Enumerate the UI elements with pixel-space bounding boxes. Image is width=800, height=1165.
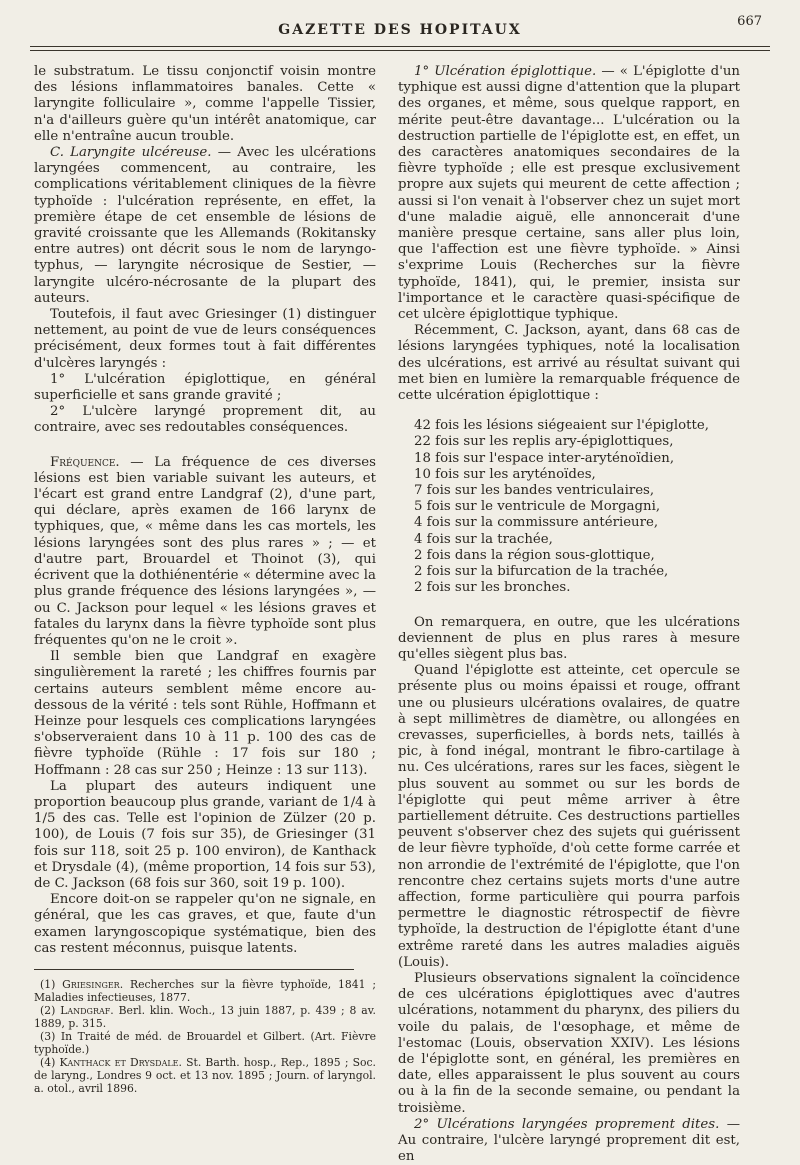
footnote: (2) Landgraf. Berl. klin. Woch., 13 juin 1887, p. 439 ; 8 av. 1889, p. 315.	[34, 1003, 376, 1030]
paragraph: Il semble bien que Landgraf en exagère singulièrement la rareté ; les chiffres fournis par certains auteurs semblent même encore au-dessous de la vérité : tels sont Rühle, Hoffmann et Heinze pour lesquels ces complications laryngées s'observeraient dans 10 à 11 p. 100 des cas de fièvre typhoïde (Rühle : 17 fois sur 180 ; Hoffmann : 28 cas sur 250 ; Heinze : 13 sur 113).	[34, 649, 376, 778]
header-rule	[30, 46, 770, 47]
paragraph: Plusieurs observations signalent la coïncidence de ces ulcérations épiglottiques avec d'autres ulcérations, notamment du pharynx, des piliers du voile du palais, de l'œsophage, et même de l'estomac (Louis, observation XXIV). Les lésions de l'épiglotte sont, en général, les premières en date, elles apparaissent le plus souvent au cours ou à la fin de la seconde semaine, ou pendant la troisième.	[398, 970, 740, 1116]
paragraph: Fréquence. — La fréquence de ces diverses lésions est bien variable suivant les auteurs, et l'écart est grand entre Landgraf (2), d'une part, qui déclare, après examen de 166 larynx de typhiques, que, « même dans les cas mortels, les lésions laryngées sont des plus rares » ; — et d'autre part, Brouardel et Thoinot (3), qui écrivent que la dothiénentérie « détermine avec la plus grande fréquence des lésions laryngées », — ou C. Jackson pour lequel « les lésions graves et fatales du larynx dans la fièvre typhoïde sont plus fréquentes qu'on ne le croit ».	[34, 454, 376, 648]
section-heading: Fréquence.	[50, 454, 120, 470]
section-heading: C. Laryngite ulcéreuse.	[50, 145, 212, 161]
list-item: 2 fois dans la région sous-glottique,	[414, 547, 655, 563]
list-item: 42 fois les lésions siégeaient sur l'épiglotte,	[414, 418, 709, 434]
paragraph: Récemment, C. Jackson, ayant, dans 68 cas de lésions laryngées typhiques, noté la localisation des ulcérations, est arrivé au résultat suivant qui met bien en lumière la remarquable fréquence de cette ulcération épiglottique :	[398, 323, 740, 404]
paragraph: Quand l'épiglotte est atteinte, cet opercule se présente plus ou moins épaissi et rouge, offrant une ou plusieurs ulcérations ovalaires, de quatre à sept millimètres de diamètre, ou allongées en crevasses, superficielles, à bords nets, taillés à pic, à fond inégal, montrant le fibro-cartilage à nu. Ces ulcérations, rares sur les faces, siègent le plus souvent au sommet ou sur les bords de l'épiglotte qui peut même arriver à être partiellement détruite. Ces destructions partielles peuvent s'observer chez des sujets qui guérissent de leur fièvre typhoïde, d'où cette forme carrée et non arrondie de l'extrémité de l'épiglotte, que l'on rencontre chez certains sujets morts d'une autre affection, forme particulière qui pourra parfois permettre le diagnostic rétrospectif de fièvre typhoïde, la destruction de l'épiglotte étant d'une extrême rareté dans les autres maladies aiguës (Louis).	[398, 663, 740, 970]
journal-title: GAZETTE DES HOPITAUX	[278, 22, 522, 38]
footnote: (3) In Traité de méd. de Brouardel et Gilbert. (Art. Fièvre typhoïde.)	[34, 1029, 376, 1056]
list-item: 4 fois sur la trachée,	[414, 531, 553, 547]
list-item: 22 fois sur les replis ary-épiglottiques,	[414, 434, 674, 450]
paragraph: 2° L'ulcère laryngé proprement dit, au contraire, avec ses redoutables conséquences.	[34, 404, 376, 436]
localisation-list	[398, 418, 740, 596]
list-item: 18 fois sur l'espace inter-aryténoïdien,	[414, 450, 675, 466]
paragraph: le substratum. Le tissu conjonctif voisin montre des lésions inflammatoires banales. Cette « laryngite folliculaire », comme l'appelle Tissier, n'a d'ailleurs guère qu'un intérêt anatomique, car elle n'entraîne aucun trouble.	[34, 64, 376, 144]
paragraph: Encore doit-on se rappeler qu'on ne signale, en général, que les cas graves, et que, faute d'un examen laryngoscopique systématique, bien des cas restent méconnus, puisque latents.	[34, 892, 376, 956]
paragraph: C. Laryngite ulcéreuse. — Avec les ulcérations laryngées commencent, au contraire, les complications véritablement cliniques de la fièvre typhoïde : l'ulcération représente, en effet, la première étape de cet ensemble de lésions de gravité croissante que les Allemands (Rokitansky entre autres) ont décrit sous le nom de laryngo-typhus, — laryngite nécrosique de Sestier, — laryngite ulcéro-nécrosante de la plupart des auteurs.	[34, 145, 377, 306]
list-item: 2 fois sur les bronches.	[414, 580, 571, 596]
paragraph: 1° L'ulcération épiglottique, en général superficielle et sans grande gravité ;	[34, 371, 376, 404]
page-number: 667	[737, 14, 762, 29]
section-heading: 1° Ulcération épiglottique.	[414, 64, 597, 79]
list-item: 2 fois sur la bifurcation de la trachée,	[414, 564, 669, 580]
header-rule-thin	[30, 50, 770, 51]
footnote-rule	[34, 969, 354, 970]
list-item: 5 fois sur le ventricule de Morgagni,	[414, 499, 661, 515]
paragraph: Toutefois, il faut avec Griesinger (1) distinguer nettement, au point de vue de leurs conséquences précisément, deux formes tout à fait différentes d'ulcères laryngés :	[34, 307, 376, 371]
paragraph: 2° Ulcérations laryngées proprement dites. — Au contraire, l'ulcère laryngé proprement dit est, en	[398, 1116, 740, 1165]
left-column	[34, 64, 376, 1095]
right-column	[398, 64, 740, 1165]
paragraph: On remarquera, en outre, que les ulcérations deviennent de plus en plus rares à mesure qu'elles siègent plus bas.	[398, 614, 740, 662]
footnote: (4) Kanthack et Drysdale. St. Barth. hosp., Rep., 1895 ; Soc. de laryng., Londres 9 oct. et 13 nov. 1895 ; Journ. of laryngol. a. otol., avril 1896.	[34, 1055, 376, 1095]
list-item: 10 fois sur les aryténoïdes,	[414, 466, 596, 482]
list-item: 4 fois sur la commissure antérieure,	[414, 515, 659, 531]
paragraph: La plupart des auteurs indiquent une proportion beaucoup plus grande, variant de 1/4 à 1/5 des cas. Telle est l'opinion de Zülzer (20 p. 100), de Louis (7 fois sur 35), de Griesinger (31 fois sur 118, soit 25 p. 100 environ), de Kanthack et Drysdale (4), (même proportion, 14 fois sur 53), de C. Jackson (68 fois sur 360, soit 19 p. 100).	[34, 778, 376, 891]
footnote: (1) Griesinger. Recherches sur la fièvre typhoïde, 1841 ; Maladies infectieuses, 1877.	[34, 977, 376, 1004]
list-item: 7 fois sur les bandes ventriculaires,	[414, 483, 655, 499]
section-heading: 2° Ulcérations laryngées proprement dites.	[414, 1116, 720, 1132]
paragraph: 1° Ulcération épiglottique. — « L'épiglotte d'un typhique est aussi digne d'attention que la plupart des organes, et même, sous quelque rapport, en mérite peut-être davantage... L'ulcération ou la destruction partielle de l'épiglotte est, en effet, un des caractères anatomiques secondaires de la fièvre typhoïde ; elle est presque exclusivement propre aux sujets qui meurent de cette affection ; aussi si l'on venait à l'observer chez un sujet mort d'une maladie aiguë, elle annoncerait d'une manière presque certaine, sans aller plus loin, que l'affection est une fièvre typhoïde. » Ainsi s'exprime Louis (Recherches sur la fièvre typhoïde, 1841), qui, le premier, insista sur l'importance et le caractère quasi-spécifique de cet ulcère épiglottique typhique.	[398, 64, 740, 323]
footnotes	[34, 978, 376, 1095]
